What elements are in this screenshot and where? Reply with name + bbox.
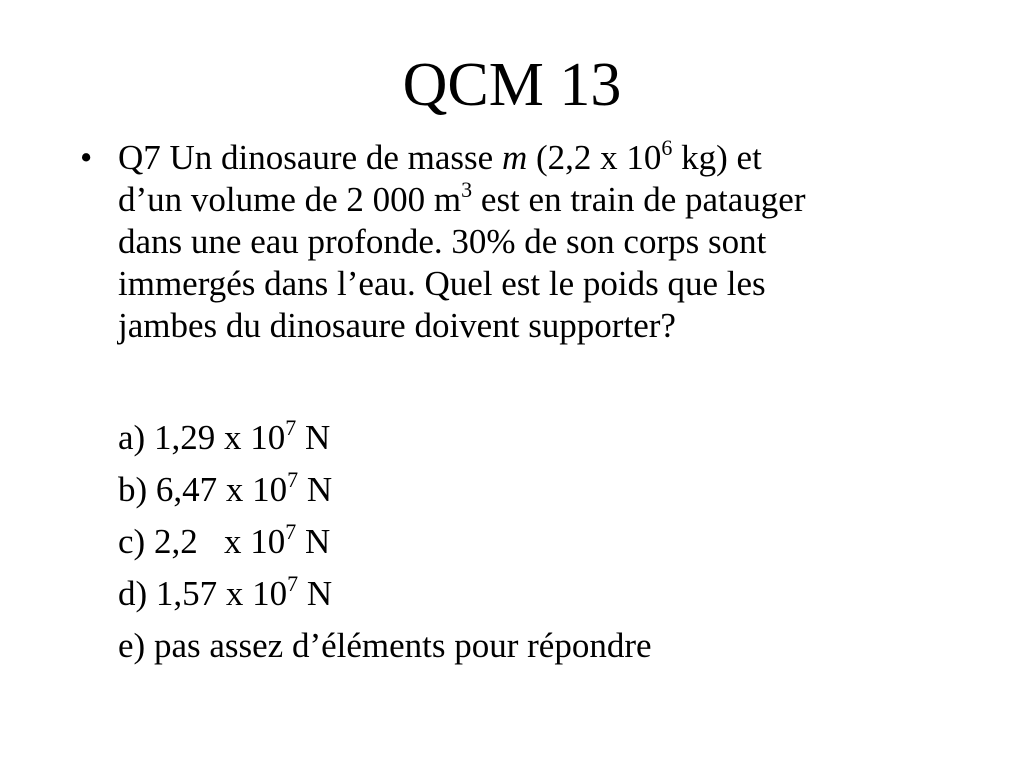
answer-exponent: 7 xyxy=(287,467,299,492)
answer-option-e[interactable] xyxy=(118,620,652,672)
question-text-part: kg) et xyxy=(672,138,762,177)
question-line-4: immergés dans l’eau. Quel est le poids que les xyxy=(118,264,766,303)
answer-unit: N xyxy=(298,574,333,613)
question-text-part: Un dinosaure de masse xyxy=(169,138,502,177)
answer-label: e) pas assez d’éléments pour répondre xyxy=(118,626,652,665)
answer-unit: N xyxy=(296,522,331,561)
answer-option-d[interactable] xyxy=(118,568,652,620)
volume-exponent: 3 xyxy=(461,177,473,202)
question-text-part: (2,2 x 10 xyxy=(527,138,662,177)
answer-label: b) 6,47 x 10 xyxy=(118,470,288,509)
slide-title: QCM 13 xyxy=(402,51,622,119)
answer-exponent: 7 xyxy=(287,571,299,596)
question-label: Q7 xyxy=(118,138,161,177)
answer-option-b[interactable] xyxy=(118,464,652,516)
answer-label: c) 2,2 x 10 xyxy=(118,522,286,561)
answer-label: a) 1,29 x 10 xyxy=(118,418,286,457)
bullet-icon: • xyxy=(80,138,93,177)
question-text-part: est en train de patauger xyxy=(472,180,806,219)
answer-option-c[interactable] xyxy=(118,516,652,568)
answer-option-a[interactable] xyxy=(118,412,652,464)
question-line-1 xyxy=(118,137,938,179)
question-line-2 xyxy=(118,179,938,221)
question-line-5: jambes du dinosaure doivent supporter? xyxy=(118,306,676,345)
question-line-3: dans une eau profonde. 30% de son corps sont xyxy=(118,222,767,261)
answer-unit: N xyxy=(298,470,333,509)
answer-exponent: 7 xyxy=(285,519,297,544)
answer-list xyxy=(118,412,652,672)
answer-unit: N xyxy=(296,418,331,457)
question-text xyxy=(118,137,938,347)
answer-label: d) 1,57 x 10 xyxy=(118,574,288,613)
mass-exponent: 6 xyxy=(661,135,673,160)
question-text-part: d’un volume de 2 000 m xyxy=(118,180,462,219)
answer-exponent: 7 xyxy=(285,415,297,440)
mass-variable: m xyxy=(501,138,528,177)
